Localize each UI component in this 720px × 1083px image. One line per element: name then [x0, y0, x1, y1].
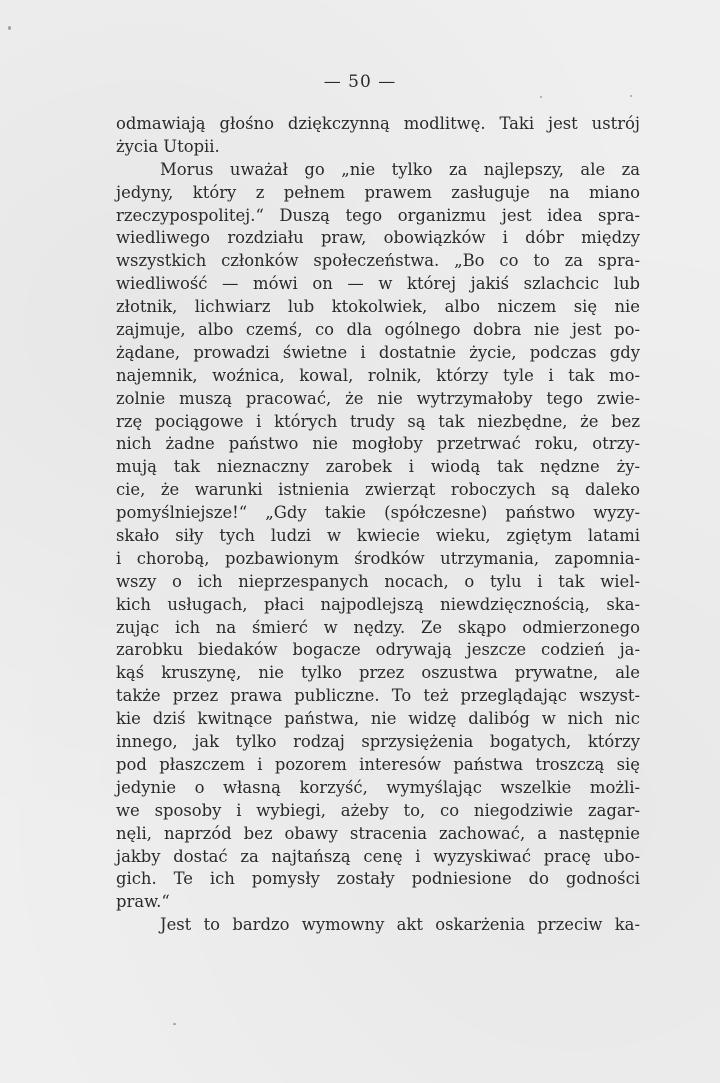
text-line: odmawiają głośno dziękczynną modlitwę. Taki jest ustrój	[116, 114, 640, 133]
text-line: kie dziś kwitnące państwa, nie widzę dalibóg w nich nic	[116, 709, 640, 729]
text-line: życia Utopii.	[116, 136, 220, 156]
paragraph-first-line: Jest to bardzo wymowny akt oskarżenia przeciw ka-	[160, 915, 640, 935]
text-line: zarobku biedaków bogacze odrywają jeszcze codzień ja-	[116, 640, 640, 660]
paper-speck	[8, 26, 11, 30]
text-line: wszystkich członków społeczeństwa. „Bo co to za spra-	[116, 251, 640, 271]
text-line: wiedliwego rozdziału praw, obowiązków i dóbr między	[116, 228, 640, 248]
paper-speck	[173, 1023, 176, 1025]
text-line: we sposoby i wybiegi, ażeby to, co niegodziwie zagar-	[116, 800, 640, 820]
paragraph-first-line: Morus uważał go „nie tylko za najlepszy, ale za	[160, 159, 640, 179]
text-line: pod płaszczem i pozorem interesów państwa troszczą się	[116, 754, 640, 774]
text-line: rzeczypospolitej.“ Duszą tego organizmu jest idea spra-	[116, 205, 640, 225]
text-line: kich usługach, płaci najpodlejszą niewdzięcznością, ska-	[116, 594, 640, 614]
text-line: praw.“	[116, 892, 170, 912]
paper-speck	[630, 95, 632, 97]
text-line: jedyny, który z pełnem prawem zasługuje na miano	[116, 182, 640, 202]
text-line: żądane, prowadzi świetne i dostatnie życie, podczas gdy	[116, 342, 640, 362]
text-line: zolnie muszą pracować, że nie wytrzymałoby tego zwie-	[116, 388, 640, 408]
text-line: jedynie o własną korzyść, wymyślając wszelkie możli-	[116, 777, 640, 797]
text-line: jakby dostać za najtańszą cenę i wyzyskiwać pracę ubo-	[116, 846, 640, 866]
text-line: najemnik, woźnica, kowal, rolnik, którzy tyle i tak mo-	[116, 365, 640, 385]
text-line: rzę pociągowe i których trudy są tak niezbędne, że bez	[116, 411, 640, 431]
text-line: cie, że warunki istnienia zwierząt roboczych są daleko	[116, 480, 640, 500]
text-line: pomyślniejsze!“ „Gdy takie (spółczesne) państwo wyzy-	[116, 503, 640, 523]
text-line: złotnik, lichwiarz lub ktokolwiek, albo niczem się nie	[116, 297, 640, 317]
text-line: innego, jak tylko rodzaj sprzysiężenia bogatych, którzy	[116, 732, 640, 752]
text-line: także przez prawa publiczne. To też przeglądając wszyst-	[116, 686, 640, 706]
paper-speck	[540, 96, 542, 98]
text-line: i chorobą, pozbawionym środków utrzymania, zapomnia-	[116, 548, 640, 568]
text-line: nich żadne państwo nie mogłoby przetrwać roku, otrzy-	[116, 434, 640, 454]
text-line: wiedliwość — mówi on — w której jakiś szlachcic lub	[116, 274, 640, 294]
text-line: gich. Te ich pomysły zostały podniesione do godności	[116, 869, 640, 889]
text-line: skało siły tych ludzi w kwiecie wieku, zgiętym latami	[116, 526, 640, 546]
page-number: — 50 —	[323, 72, 397, 92]
text-line: zując ich na śmierć w nędzy. Ze skąpo odmierzonego	[116, 617, 640, 637]
body-text	[116, 113, 640, 937]
text-line: kąś kruszynę, nie tylko przez oszustwa prywatne, ale	[116, 663, 640, 683]
text-line: zajmuje, albo czemś, co dla ogólnego dobra nie jest po-	[116, 320, 640, 340]
text-line: nęli, naprzód bez obawy stracenia zachować, a następnie	[116, 823, 640, 843]
text-line: wszy o ich nieprzespanych nocach, o tylu i tak wiel-	[116, 571, 640, 591]
text-line: mują tak nieznaczny zarobek i wiodą tak nędzne ży-	[116, 457, 640, 477]
